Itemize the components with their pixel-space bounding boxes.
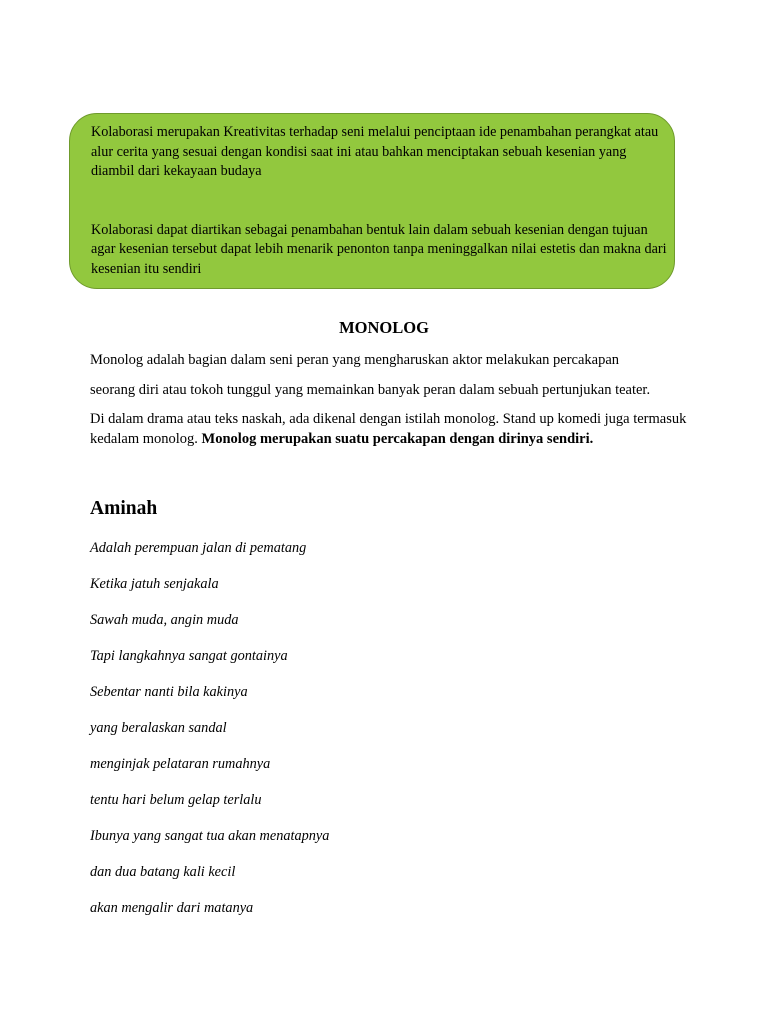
poem-line: Ketika jatuh senjakala (90, 576, 219, 592)
poem-line: Adalah perempuan jalan di pematang (90, 540, 307, 556)
monolog-heading: MONOLOG (339, 318, 429, 337)
poem-line: Sebentar nanti bila kakinya (90, 684, 248, 700)
poem-line: akan mengalir dari matanya (90, 900, 254, 916)
monolog-definition-bold: Monolog merupakan suatu percakapan dengan dirinya sendiri. (201, 431, 594, 447)
monolog-paragraph-text: Di dalam drama atau teks naskah, ada dikenal dengan istilah monolog. Stand up komedi juga termasuk kedalam monolog. (90, 411, 687, 447)
poem-line: Tapi langkahnya sangat gontainya (90, 648, 288, 664)
info-box-paragraph: Kolaborasi merupakan Kreativitas terhadap seni melalui penciptaan ide penambahan perangkat atau alur cerita yang sesuai dengan kondisi saat ini atau bahkan menciptakan sebuah kesenian yang diambil dari kekayaan budaya (91, 124, 659, 179)
poem-line: Ibunya yang sangat tua akan menatapnya (90, 828, 330, 844)
poem-line: yang beralaskan sandal (90, 720, 227, 736)
poem-line: tentu hari belum gelap terlalu (90, 792, 262, 808)
monolog-paragraph (90, 409, 690, 449)
info-box-paragraph: Kolaborasi dapat diartikan sebagai penambahan bentuk lain dalam sebuah kesenian dengan tujuan agar kesenian tersebut dapat lebih menarik penonton tanpa meninggalkan nilai estetis dan makna dari kesenian itu sendiri (91, 221, 667, 277)
poem-line: menginjak pelataran rumahnya (90, 756, 271, 772)
info-box (69, 113, 675, 289)
monolog-paragraph: seorang diri atau tokoh tunggul yang memainkan banyak peran dalam sebuah pertunjukan teater. (90, 382, 651, 398)
poem-line: Sawah muda, angin muda (90, 612, 239, 628)
poem-line: dan dua batang kali kecil (90, 864, 236, 880)
poem-lines (90, 538, 690, 934)
poem-title: Aminah (90, 498, 158, 519)
monolog-paragraph: Monolog adalah bagian dalam seni peran yang mengharuskan aktor melakukan percakapan (90, 352, 620, 368)
